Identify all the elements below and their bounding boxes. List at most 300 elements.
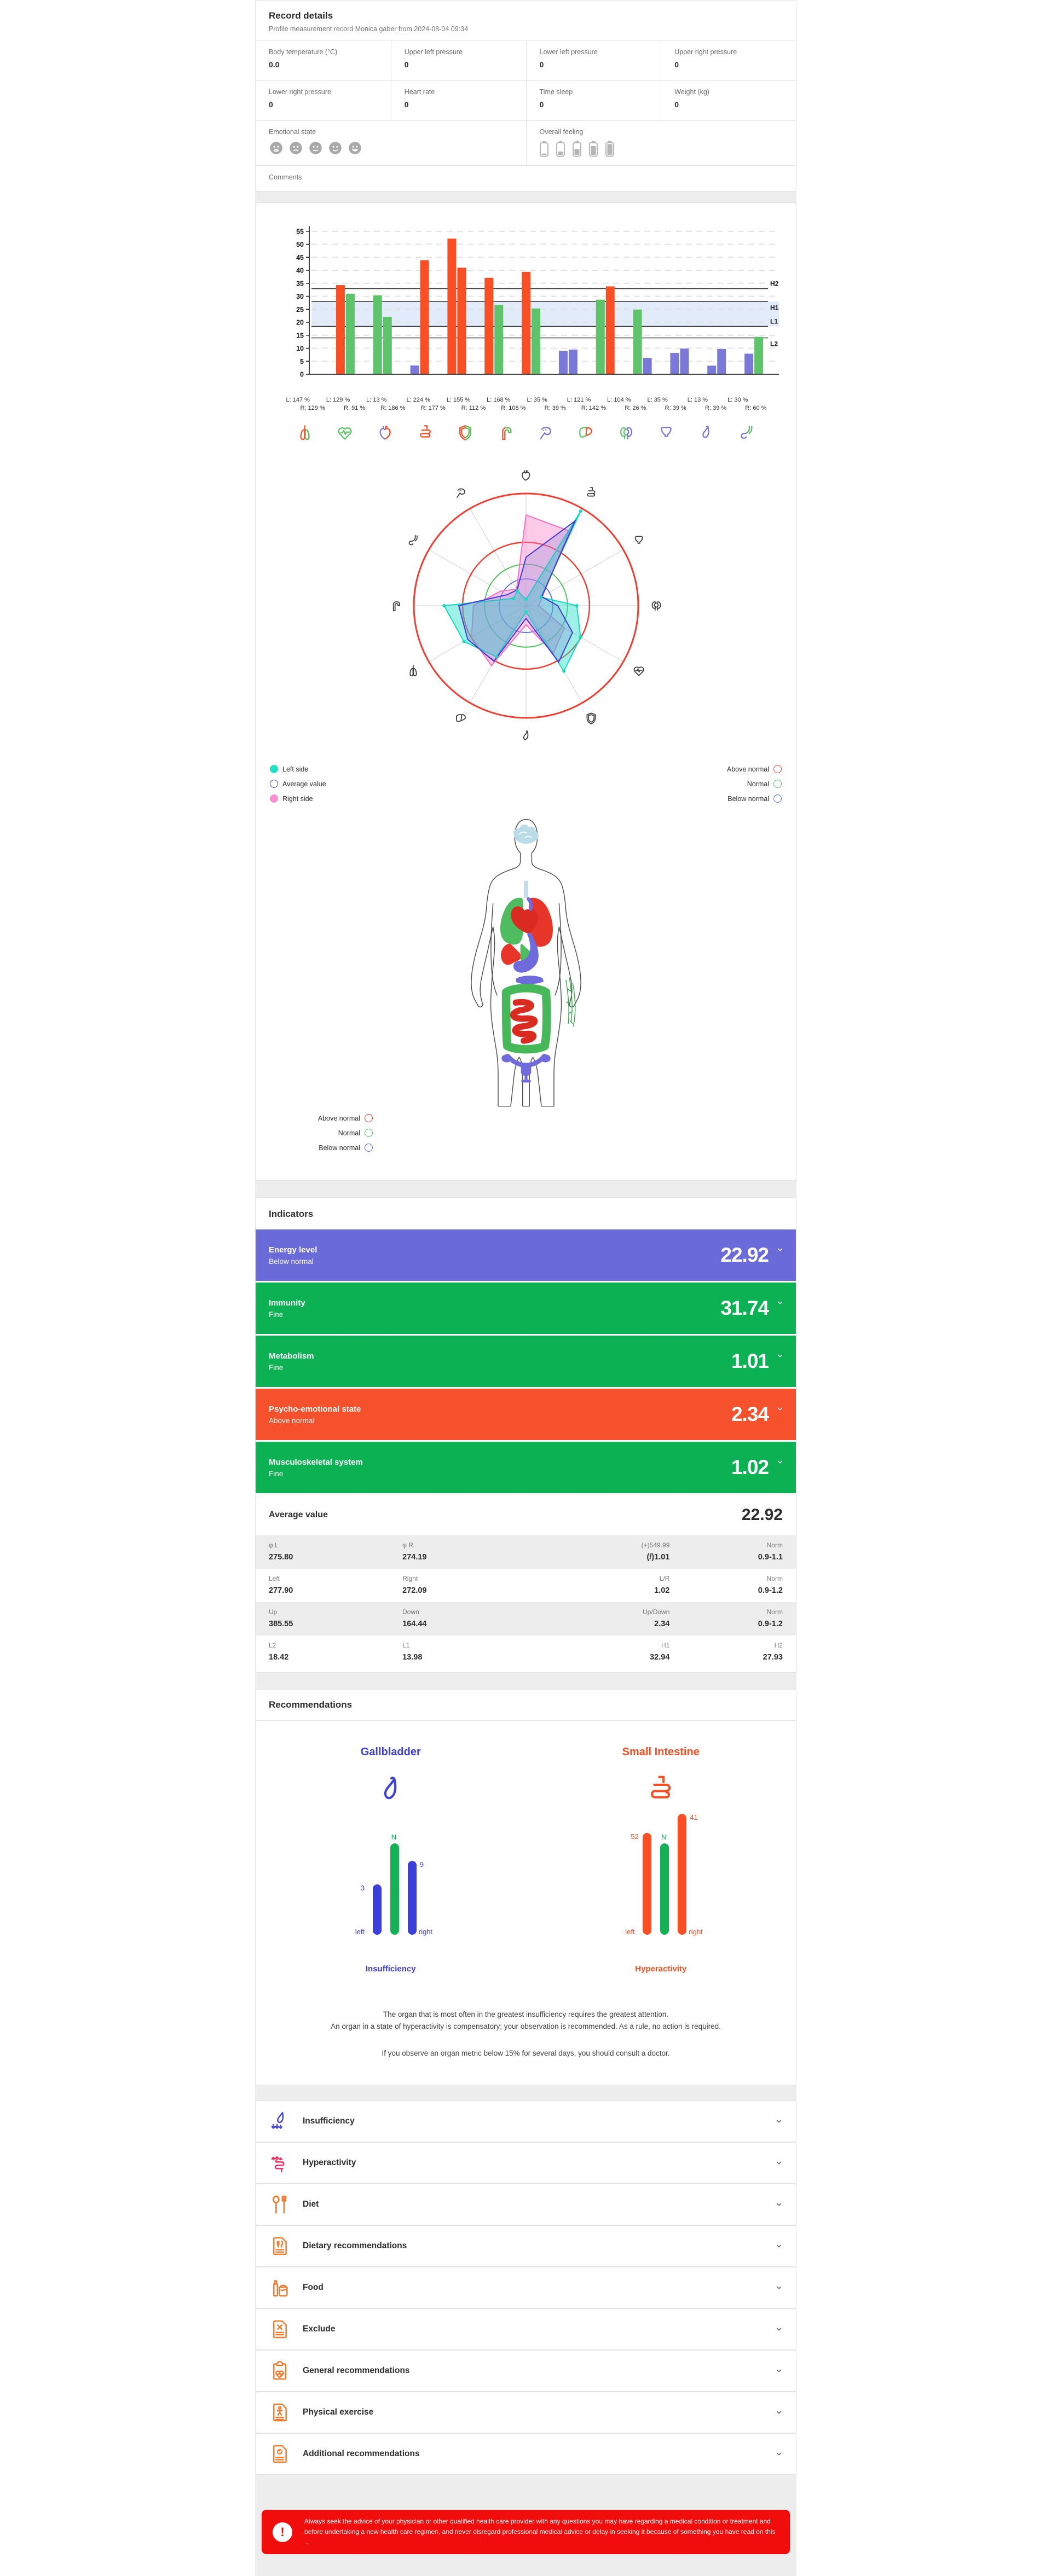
- svg-text:0: 0: [299, 370, 304, 379]
- stats-cell-h2: [669, 1641, 783, 1662]
- stat-label: L1: [402, 1641, 410, 1649]
- stat-label: Up: [269, 1608, 278, 1616]
- indicator-name: Musculoskeletal system: [269, 1457, 363, 1467]
- stat-value: 274.19: [402, 1553, 427, 1562]
- legend-label: Normal: [338, 1129, 360, 1137]
- chevron-down-icon[interactable]: [775, 2242, 783, 2250]
- bar-left-heart[interactable]: [410, 365, 419, 374]
- stats-cell-h1: [536, 1641, 669, 1662]
- x-label-gallbladder: L: 13 % R: 39 %: [687, 397, 727, 411]
- exclude-icon: [269, 2318, 291, 2340]
- bar-right-heart[interactable]: [420, 260, 429, 374]
- stat-label: L2: [269, 1641, 276, 1649]
- stat-label: Norm: [766, 1541, 783, 1549]
- field-label: Time sleep: [539, 88, 573, 96]
- mini-right-value: 41: [690, 1813, 698, 1821]
- body-legend-item-below-normal: [269, 1144, 373, 1152]
- radar-axis-heart-icon: [522, 471, 529, 480]
- legend-item-below-normal: [727, 794, 782, 803]
- stats-cell-l1: [402, 1641, 536, 1662]
- dietary-recommendations-icon: [269, 2235, 291, 2257]
- x-label-stomach: L: 30 % R: 60 %: [727, 397, 767, 411]
- field-value: 0: [674, 60, 679, 69]
- diet-icon: [269, 2194, 291, 2215]
- field-label: Upper right pressure: [674, 48, 737, 56]
- small-intestine-icon: [644, 1773, 678, 1807]
- organ-radar-chart: [381, 461, 671, 751]
- indicator-status: Below normal: [269, 1257, 314, 1266]
- legend-label: Normal: [747, 780, 769, 788]
- x-label-heart-ecg: L: 129 % R: 91 %: [326, 397, 366, 411]
- svg-text:L2: L2: [770, 340, 778, 348]
- field-label: Heart rate: [404, 88, 435, 96]
- field-weight-kg-[interactable]: [661, 80, 796, 120]
- indicator-row-metabolism[interactable]: [256, 1336, 796, 1389]
- bladder-reproductive-organ[interactable]: [501, 1054, 550, 1081]
- stat-value: 27.93: [763, 1653, 783, 1662]
- insufficiency-icon: [269, 2110, 291, 2132]
- chevron-down-icon[interactable]: [775, 2159, 783, 2167]
- indicator-status: Fine: [269, 1363, 284, 1372]
- field-value: 0: [539, 60, 544, 69]
- exclamation-icon: !: [273, 2522, 292, 2542]
- nervous-system-organ[interactable]: [565, 978, 575, 1026]
- legend-label: Above normal: [726, 765, 769, 773]
- chevron-down-icon[interactable]: [775, 2284, 783, 2291]
- field-value: 0: [404, 60, 409, 69]
- accordion-item-exclude[interactable]: [255, 2308, 796, 2350]
- bar-right-gallbladder[interactable]: [717, 349, 726, 374]
- overall-feeling-field: [526, 120, 796, 165]
- radar-axis-gallbladder-icon: [523, 731, 528, 739]
- food-icon: [269, 2277, 291, 2299]
- bar-right-pancreas[interactable]: [568, 350, 577, 374]
- radar-axis-liver-icon: [456, 715, 465, 722]
- bar-left-kidneys[interactable]: [633, 310, 642, 374]
- stats-cell-norm: [669, 1575, 783, 1595]
- x-label-large-intestine: L: 168 % R: 108 %: [487, 397, 526, 411]
- mini-left-label: left: [355, 1928, 365, 1936]
- very-sad-face-icon[interactable]: [269, 141, 284, 155]
- stat-label: Up/Down: [643, 1608, 670, 1616]
- bar-left-shield[interactable]: [484, 278, 493, 374]
- field-upper-right-pressure[interactable]: [661, 40, 796, 80]
- accordion-item-dietary-recommendations[interactable]: [255, 2225, 796, 2267]
- svg-text:45: 45: [296, 253, 304, 262]
- indicator-name: Immunity: [269, 1298, 305, 1308]
- x-label-kidneys: L: 104 % R: 26 %: [607, 397, 646, 411]
- field-label: Upper left pressure: [404, 48, 463, 56]
- battery-level-icon[interactable]: [589, 141, 598, 157]
- stat-value: 18.42: [269, 1653, 289, 1662]
- x-label-bladder: L: 35 % R: 39 %: [647, 397, 686, 411]
- bar-left-bladder[interactable]: [670, 353, 679, 374]
- stats-cell--549-99: [536, 1541, 669, 1562]
- emotional-state-label: Emotional state: [269, 128, 316, 136]
- stats-cell-up-down: [536, 1608, 669, 1628]
- radar-axis-kidneys-icon: [652, 602, 660, 610]
- field-label: Weight (kg): [674, 88, 709, 96]
- stat-value: 2.34: [654, 1620, 670, 1628]
- accordion-item-general-recommendations[interactable]: [255, 2350, 796, 2392]
- indicator-row-energy-level[interactable]: [256, 1229, 796, 1283]
- bar-left-liver[interactable]: [596, 300, 604, 374]
- legend-label: Below normal: [727, 794, 769, 803]
- bar-right-bladder[interactable]: [680, 349, 689, 374]
- content-column: [255, 0, 796, 2576]
- additional-recommendations-icon: [269, 2443, 291, 2465]
- battery-level-icon[interactable]: [540, 141, 548, 157]
- accordion-label: Physical exercise: [303, 2407, 374, 2417]
- average-value-row: [256, 1495, 796, 1535]
- accordion-label: Insufficiency: [303, 2116, 355, 2126]
- average-value-number: 22.92: [741, 1506, 783, 1524]
- disclaimer-text: Always seek the advice of your physician or other qualified health care provider with any questions you may have regarding a medical condition or treatment and before undertaking a new health care regimen, and never disregard professional medical advice or delay in seeking it because of something you have read on this ...: [304, 2517, 776, 2546]
- field-value: 0.0: [269, 60, 280, 69]
- legend-label: Below normal: [319, 1144, 360, 1152]
- indicator-value: 2.34: [731, 1403, 769, 1425]
- mini-bar-norm: [390, 1843, 399, 1935]
- bar-chart-x-labels: [285, 397, 767, 411]
- legend-item-right-side: [270, 794, 326, 803]
- legend-item-left-side: [270, 765, 326, 773]
- bar-left-lungs[interactable]: [336, 285, 344, 374]
- confused-face-icon[interactable]: [308, 141, 323, 155]
- svg-text:10: 10: [296, 345, 304, 352]
- record-details-subtitle: Profile measurement record Monica gaber from 2024-08-04 09:34: [269, 25, 469, 33]
- bar-left-gallbladder[interactable]: [707, 365, 716, 374]
- body-map-legend: [256, 1111, 373, 1164]
- field-lower-left-pressure[interactable]: [526, 40, 661, 80]
- stat-value: 385.55: [269, 1620, 293, 1628]
- large-intestine-icon: [496, 423, 515, 442]
- mini-norm-label: N: [391, 1833, 397, 1841]
- radar-axis-large-intestine-icon: [393, 602, 399, 611]
- field-value: 0: [404, 100, 409, 109]
- recommendation-text-2: An organ in a state of hyperactivity is compensatory; your observation is recommended. As a rule, no action is required.: [331, 2022, 721, 2030]
- bar-right-kidneys[interactable]: [643, 358, 651, 374]
- stat-label: H2: [774, 1641, 783, 1649]
- organ-card-gallbladder: [256, 1746, 526, 1974]
- field-label: Lower right pressure: [269, 88, 331, 96]
- stats-cell--l: [269, 1541, 402, 1562]
- stat-label: Down: [402, 1608, 419, 1616]
- bar-left-large-intestine[interactable]: [522, 272, 530, 374]
- radar-axis-shield-icon: [587, 713, 595, 724]
- charts-card: [255, 202, 796, 1181]
- stat-value: 275.80: [269, 1553, 293, 1562]
- stat-label: L/R: [659, 1575, 670, 1582]
- stat-label: (+)549.99: [641, 1541, 670, 1549]
- legend-label: Above normal: [317, 1114, 360, 1122]
- indicator-status: Above normal: [269, 1416, 315, 1425]
- bar-right-lungs[interactable]: [345, 294, 354, 374]
- chevron-down-icon[interactable]: [776, 1458, 784, 1469]
- stats-row-3: [256, 1635, 796, 1669]
- emotional-state-picker[interactable]: [269, 141, 513, 155]
- accordion-label: Exclude: [303, 2324, 336, 2334]
- mini-bar-right: [678, 1814, 686, 1935]
- field-upper-left-pressure[interactable]: [391, 40, 526, 80]
- aorta-organ[interactable]: [528, 899, 531, 909]
- stats-cell-up: [269, 1608, 402, 1628]
- stat-label: φ R: [402, 1541, 413, 1549]
- field-time-sleep[interactable]: [526, 80, 661, 120]
- stats-row-2: [256, 1602, 796, 1635]
- radar-axis-small-intestine-icon: [587, 488, 594, 496]
- bar-right-small-intestine[interactable]: [457, 268, 466, 374]
- recommendation-accordion: [255, 2101, 796, 2475]
- accordion-label: General recommendations: [303, 2365, 410, 2375]
- stats-cell--r: [402, 1541, 536, 1562]
- stat-label: H1: [661, 1641, 670, 1649]
- radar-axis-stomach-icon: [409, 536, 417, 545]
- x-label-pancreas: L: 35 % R: 39 %: [527, 397, 566, 411]
- accordion-label: Hyperactivity: [303, 2157, 356, 2167]
- pancreas-organ[interactable]: [516, 976, 544, 984]
- indicators-card: [255, 1197, 796, 1673]
- x-label-lungs: L: 147 % R: 129 %: [286, 397, 325, 411]
- indicator-value: 1.02: [731, 1456, 769, 1478]
- organ-recommendation-columns: [256, 1721, 796, 1974]
- svg-text:50: 50: [296, 241, 304, 248]
- bar-left-stomach[interactable]: [744, 353, 753, 374]
- organ-mini-chart: [609, 1813, 713, 1954]
- body-legend-item-normal: [269, 1129, 373, 1137]
- mini-right-value: 9: [419, 1860, 424, 1869]
- legend-label: Right side: [282, 794, 313, 803]
- mini-bar-left: [373, 1884, 382, 1935]
- chevron-down-icon[interactable]: [775, 2325, 783, 2333]
- accordion-item-insufficiency[interactable]: [255, 2101, 796, 2142]
- indicator-name: Energy level: [269, 1245, 317, 1255]
- x-label-small-intestine: L: 224 % R: 177 %: [406, 397, 446, 411]
- stat-label: Right: [402, 1575, 418, 1582]
- indicators-title: Indicators: [269, 1209, 314, 1219]
- field-label: Body temperature (°C): [269, 48, 338, 56]
- battery-level-icon[interactable]: [605, 141, 614, 157]
- stat-value: 1.02: [654, 1586, 670, 1595]
- comments-field[interactable]: [256, 165, 796, 191]
- record-details-card: [255, 0, 796, 192]
- bar-right-stomach[interactable]: [754, 337, 763, 374]
- field-lower-right-pressure[interactable]: [256, 80, 391, 120]
- trachea-organ[interactable]: [523, 881, 528, 898]
- indicator-value: 31.74: [720, 1297, 769, 1319]
- x-label-heart: L: 13 % R: 186 %: [366, 397, 406, 411]
- chevron-down-icon[interactable]: [775, 2367, 783, 2375]
- stats-cell-norm: [669, 1541, 783, 1562]
- accordion-item-physical-exercise[interactable]: [255, 2392, 796, 2433]
- hyperactivity-icon: [269, 2152, 291, 2174]
- radar-series-legend: [270, 765, 326, 809]
- svg-text:H1: H1: [770, 304, 778, 312]
- overall-feeling-label: Overall feeling: [539, 128, 584, 136]
- body-legend-item-above-normal: [269, 1114, 373, 1122]
- indicator-name: Metabolism: [269, 1351, 314, 1361]
- recommendations-title: Recommendations: [256, 1690, 796, 1721]
- brain-organ[interactable]: [513, 825, 539, 844]
- chevron-down-icon[interactable]: [776, 1405, 784, 1415]
- stats-cell-left: [269, 1575, 402, 1595]
- organ-card-small-intestine: [526, 1746, 796, 1974]
- chevron-down-icon[interactable]: [775, 2201, 783, 2208]
- battery-level-icon[interactable]: [573, 141, 581, 157]
- accordion-label: Additional recommendations: [303, 2449, 420, 2458]
- legend-label: Left side: [282, 765, 309, 773]
- bar-left-pancreas[interactable]: [558, 351, 567, 374]
- recommendations-card: [255, 1689, 796, 2085]
- svg-text:30: 30: [296, 293, 304, 300]
- shield-icon: [456, 423, 475, 442]
- legend-label: Average value: [282, 780, 326, 788]
- svg-text:25: 25: [296, 305, 304, 314]
- stats-cell-norm: [669, 1608, 783, 1628]
- stat-value: 0.9-1.2: [758, 1586, 783, 1595]
- indicator-name: Psycho-emotional state: [269, 1404, 361, 1414]
- organ-icon-row: [285, 423, 767, 442]
- bar-left-small-intestine[interactable]: [447, 239, 456, 374]
- legend-item-above-normal: [727, 765, 782, 773]
- stats-row-0: [256, 1535, 796, 1569]
- svg-text:5: 5: [299, 357, 304, 365]
- organ-mini-chart: [339, 1817, 443, 1954]
- mini-right-label: right: [689, 1928, 703, 1936]
- indicator-row-immunity[interactable]: [256, 1283, 796, 1336]
- bar-right-shield[interactable]: [494, 305, 503, 374]
- accordion-label: Food: [303, 2282, 324, 2292]
- organ-card-title: Gallbladder: [360, 1746, 421, 1758]
- field-value: 0: [269, 100, 273, 109]
- stats-row-1: [256, 1569, 796, 1602]
- field-body-temperature-c-[interactable]: [256, 40, 391, 80]
- physical-exercise-icon: [269, 2401, 291, 2423]
- stomach-icon: [737, 423, 756, 442]
- stat-label: Left: [269, 1575, 280, 1582]
- battery-level-icon[interactable]: [556, 141, 565, 157]
- stat-value: 0.9-1.2: [758, 1620, 783, 1628]
- mini-left-value: 52: [631, 1832, 639, 1841]
- stat-label: Norm: [766, 1575, 783, 1582]
- mini-norm-label: N: [661, 1833, 667, 1841]
- chevron-down-icon[interactable]: [775, 2409, 783, 2416]
- mini-left-label: left: [625, 1928, 635, 1936]
- x-label-shield: L: 155 % R: 112 %: [446, 397, 486, 411]
- x-label-liver: L: 121 % R: 142 %: [567, 397, 607, 411]
- small-intestine-organ[interactable]: [513, 1002, 534, 1041]
- body-outline-trunk-right: [541, 869, 581, 1106]
- general-recommendations-icon: [269, 2360, 291, 2382]
- accordion-label: Diet: [303, 2199, 319, 2209]
- stats-cell-right: [402, 1575, 536, 1595]
- heart-ecg-icon: [336, 423, 354, 442]
- accordion-label: Dietary recommendations: [303, 2241, 407, 2250]
- stats-cell-l-r: [536, 1575, 669, 1595]
- indicator-row-musculoskeletal-system[interactable]: [256, 1442, 796, 1495]
- organ-card-caption: Insufficiency: [365, 1964, 416, 1974]
- svg-text:55: 55: [296, 228, 304, 236]
- heart-icon: [376, 423, 395, 442]
- bar-left-heart-ecg[interactable]: [373, 295, 382, 374]
- body-map: [458, 813, 594, 1111]
- radar-axis-lungs-icon: [410, 665, 416, 676]
- stat-label: Norm: [766, 1608, 783, 1616]
- emotional-state-field: [256, 120, 526, 165]
- indicator-rows: [256, 1229, 796, 1495]
- svg-text:35: 35: [296, 280, 304, 288]
- svg-text:40: 40: [296, 266, 304, 275]
- mini-bar-left: [643, 1833, 651, 1935]
- indicator-row-psycho-emotional-state[interactable]: [256, 1389, 796, 1442]
- bladder-icon: [657, 423, 675, 442]
- chevron-down-icon[interactable]: [776, 1352, 784, 1362]
- stat-value: 0.9-1.1: [758, 1553, 783, 1562]
- average-value-label: Average value: [269, 1510, 328, 1519]
- sad-face-icon[interactable]: [288, 141, 303, 155]
- indicator-value: 1.01: [731, 1350, 769, 1372]
- chevron-down-icon[interactable]: [775, 2117, 783, 2125]
- gallbladder-icon: [374, 1773, 408, 1807]
- accordion-item-additional-recommendations[interactable]: [255, 2433, 796, 2475]
- bar-right-large-intestine[interactable]: [532, 309, 540, 374]
- chevron-down-icon[interactable]: [775, 2450, 783, 2458]
- svg-text:H2: H2: [770, 280, 778, 288]
- svg-text:L1: L1: [770, 317, 778, 326]
- indicator-value: 22.92: [720, 1244, 769, 1266]
- indicator-status: Fine: [269, 1310, 284, 1319]
- overall-feeling-picker[interactable]: [540, 141, 783, 157]
- radar-threshold-legend: [727, 765, 782, 809]
- body-map-wrap: [256, 813, 796, 1111]
- stats-cell-l2: [269, 1641, 402, 1662]
- radar-axis-heart-ecg-icon: [634, 667, 643, 675]
- indicator-status: Fine: [269, 1469, 284, 1478]
- bar-right-heart-ecg[interactable]: [383, 317, 391, 374]
- stat-label: φ L: [269, 1541, 279, 1549]
- organ-card-title: Small Intestine: [622, 1746, 700, 1758]
- smile-face-icon[interactable]: [328, 141, 343, 155]
- kidneys-icon: [617, 423, 636, 442]
- liver-icon: [576, 423, 595, 442]
- recommendation-text-3: If you observe an organ metric below 15% for several days, you should consult a doctor.: [382, 2049, 670, 2058]
- accordion-item-hyperactivity[interactable]: [255, 2142, 796, 2184]
- stats-table: [256, 1535, 796, 1672]
- field-value: 0: [674, 100, 679, 109]
- stats-cell-down: [402, 1608, 536, 1628]
- radar-axis-pancreas-icon: [457, 489, 464, 497]
- legend-item-average-value: [270, 780, 326, 788]
- lungs-icon: [296, 423, 314, 442]
- chevron-down-icon[interactable]: [776, 1246, 784, 1256]
- mini-bar-right: [408, 1861, 417, 1935]
- field-heart-rate[interactable]: [391, 80, 526, 120]
- accordion-item-diet[interactable]: [255, 2184, 796, 2225]
- body-outline-trunk-left: [471, 869, 511, 1106]
- stat-value: 272.09: [402, 1586, 427, 1595]
- bar-right-liver[interactable]: [605, 286, 614, 374]
- organ-bar-chart: [269, 218, 783, 394]
- mini-bar-norm: [660, 1843, 669, 1935]
- stat-value: 13.98: [402, 1653, 423, 1662]
- happy-face-icon[interactable]: [348, 141, 362, 155]
- record-details-title: Record details: [269, 10, 333, 21]
- mini-left-value: 3: [360, 1884, 365, 1892]
- radar-axis-bladder-icon: [635, 536, 642, 543]
- chevron-down-icon[interactable]: [776, 1299, 784, 1309]
- comments-label: Comments: [269, 173, 302, 181]
- accordion-item-food[interactable]: [255, 2267, 796, 2308]
- gallbladder-icon: [697, 423, 715, 442]
